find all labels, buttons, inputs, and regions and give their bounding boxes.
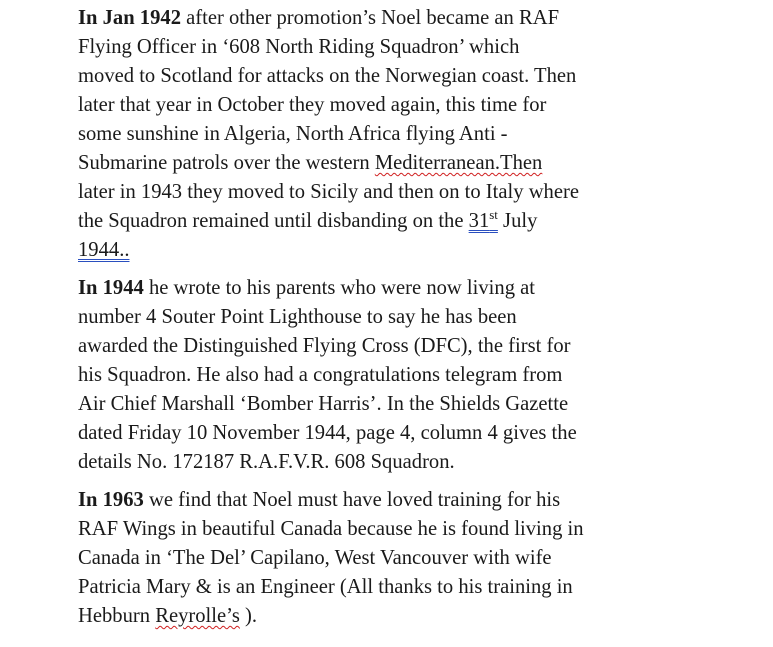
text-line: Patricia Mary & is an Engineer (All thanks to his training in: [78, 576, 573, 598]
text-line: dated Friday 10 November 1944, page 4, column 4 gives the: [78, 422, 577, 444]
paragraph-lead-date: In 1944: [78, 277, 144, 299]
document-page: [78, 4, 698, 640]
text-run: he wrote to his parents who were now living at: [143, 277, 536, 299]
text-line: [78, 4, 698, 33]
text-line: [78, 207, 698, 236]
text-line: Flying Officer in ‘608 North Riding Squadron’ which: [78, 36, 520, 58]
text-line: some sunshine in Algeria, North Africa flying Anti -: [78, 123, 508, 145]
grammar-mark[interactable]: [468, 207, 498, 232]
text-run: July: [497, 210, 538, 232]
text-run: Hebburn: [78, 605, 156, 627]
text-line: awarded the Distinguished Flying Cross (DFC), the first for: [78, 335, 571, 357]
text-run: after other promotion’s Noel became an RAF: [181, 7, 560, 29]
grammar-mark[interactable]: 1944..: [78, 239, 130, 261]
text-line: Air Chief Marshall ‘Bomber Harris’. In the Shields Gazette: [78, 393, 569, 415]
spelling-error-mark[interactable]: Reyrolle’s: [155, 605, 240, 627]
ordinal-suffix: st: [489, 207, 498, 223]
text-line: [78, 602, 698, 631]
text-run: the Squadron remained until disbanding on the: [78, 210, 469, 232]
paragraph-lead-date: In 1963: [78, 489, 144, 511]
paragraph-1942: [78, 4, 698, 265]
text-line: RAF Wings in beautiful Canada because he is found living in: [78, 518, 584, 540]
paragraph-1963: [78, 486, 698, 631]
text-line: number 4 Souter Point Lighthouse to say he has been: [78, 306, 517, 328]
paragraph-lead-date: In Jan 1942: [78, 7, 181, 29]
text-line: later in 1943 they moved to Sicily and then on to Italy where: [78, 181, 579, 203]
text-line: Canada in ‘The Del’ Capilano, West Vancouver with wife: [78, 547, 552, 569]
spelling-error-mark[interactable]: Mediterranean.Then: [374, 152, 543, 174]
text-line: later that year in October they moved again, this time for: [78, 94, 547, 116]
text-line: [78, 149, 698, 178]
text-line: his Squadron. He also had a congratulations telegram from: [78, 364, 563, 386]
paragraph-1944: [78, 274, 698, 477]
ordinal-number: 31: [468, 210, 490, 232]
text-line: [78, 274, 698, 303]
text-run: we find that Noel must have loved training for his: [143, 489, 561, 511]
text-line: [78, 236, 698, 265]
text-line: [78, 486, 698, 515]
text-line: moved to Scotland for attacks on the Norwegian coast. Then: [78, 65, 577, 87]
text-line: details No. 172187 R.A.F.V.R. 608 Squadron.: [78, 451, 455, 473]
text-run: ).: [239, 605, 258, 627]
text-run: Submarine patrols over the western: [78, 152, 375, 174]
